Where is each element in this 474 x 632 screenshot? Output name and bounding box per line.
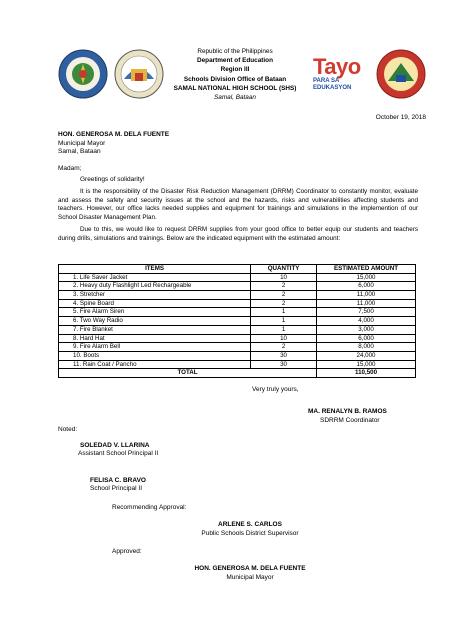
closing: Very truly yours, — [252, 386, 299, 393]
approver-name: HON. GENEROSA M. DELA FUENTE — [194, 565, 306, 572]
table-row — [59, 282, 416, 291]
table-row — [59, 360, 416, 369]
table-row — [59, 273, 416, 282]
table-row — [59, 299, 416, 308]
item-quantity: 1 — [251, 308, 317, 317]
item-amount: 8,000 — [317, 343, 416, 352]
noted2-title: School Principal II — [90, 485, 143, 492]
table-row — [59, 343, 416, 352]
recommending-label: Recommending Approval: — [112, 504, 187, 511]
total-amount: 110,500 — [317, 369, 416, 378]
noted1-name: SOLEDAD V. LLARINA — [80, 442, 150, 449]
table-total-row — [59, 369, 416, 378]
item-amount: 15,000 — [317, 360, 416, 369]
recipient-name: HON. GENEROSA M. DELA FUENTE — [58, 131, 170, 138]
letterhead-department: Department of Education — [197, 57, 273, 65]
body-paragraph-2: Due to this, we would like to request DRRM supplies from your good office to better equip our students and teachers during drills, simulations and trainings. Below are the indicated equipment with the estimated amount: — [58, 226, 418, 242]
approved-label: Approved: — [112, 548, 142, 555]
recipient-address — [58, 131, 169, 157]
item-name: 7. Fire Blanket — [59, 325, 251, 334]
recipient-title: Municipal Mayor — [58, 139, 106, 147]
header-quantity: QUANTITY — [251, 265, 317, 274]
item-amount: 24,000 — [317, 351, 416, 360]
item-name: 9. Fire Alarm Bell — [59, 343, 251, 352]
noted2-name: FELISA C. BRAVO — [90, 477, 146, 484]
letterhead-school-address: Samal, Bataan — [214, 94, 256, 102]
item-quantity: 10 — [251, 334, 317, 343]
item-quantity: 30 — [251, 351, 317, 360]
item-name: 10. Boots — [59, 351, 251, 360]
tayo-para-sa-edukasyon-logo — [313, 56, 373, 96]
letter-date: October 19, 2018 — [375, 114, 426, 121]
item-quantity: 1 — [251, 317, 317, 326]
noted1-title: Assistant School Principal II — [78, 450, 159, 457]
item-name: 1. Life Saver Jacket — [59, 273, 251, 282]
item-quantity: 2 — [251, 343, 317, 352]
noted-label: Noted: — [58, 426, 78, 433]
samal-nhs-school-logo — [376, 49, 426, 99]
item-quantity: 2 — [251, 291, 317, 300]
item-quantity: 1 — [251, 325, 317, 334]
salutation: Madam; — [58, 165, 82, 172]
item-quantity: 2 — [251, 299, 317, 308]
item-name: 5. Fire Alarm Siren — [59, 308, 251, 317]
item-amount: 15,000 — [317, 273, 416, 282]
header-items: ITEMS — [59, 265, 251, 274]
letterhead-division: Schools Division Office of Bataan — [183, 75, 287, 83]
item-quantity: 10 — [251, 273, 317, 282]
total-label: TOTAL — [59, 369, 317, 378]
item-amount: 11,000 — [317, 299, 416, 308]
greeting: Greetings of solidarity! — [80, 176, 145, 183]
table-row — [59, 308, 416, 317]
recommender-title: Public Schools District Supervisor — [201, 530, 299, 537]
header-estimated-amount: ESTIMATED AMOUNT — [317, 265, 416, 274]
table-row — [59, 291, 416, 300]
table-row — [59, 325, 416, 334]
recommender-name: ARLENE S. CARLOS — [218, 521, 282, 528]
item-name: 3. Stretcher — [59, 291, 251, 300]
letterhead-region: Region III — [220, 66, 250, 74]
item-amount: 4,000 — [317, 317, 416, 326]
sender-name: MA. RENALYN B. RAMOS — [308, 408, 387, 415]
item-amount: 3,000 — [317, 325, 416, 334]
item-amount: 6,000 — [317, 334, 416, 343]
item-name: 11. Rain Coat / Pancho — [59, 360, 251, 369]
deped-seal-logo — [58, 49, 108, 99]
item-amount: 7,500 — [317, 308, 416, 317]
item-quantity: 30 — [251, 360, 317, 369]
approver-title: Municipal Mayor — [226, 574, 274, 581]
equipment-table — [58, 264, 416, 378]
item-name: 4. Spine Board — [59, 299, 251, 308]
body-paragraph-1: It is the responsibility of the Disaster Risk Reduction Management (DRRM) Coordinator to constantly monitor, evaluate and assess the safety and security issues at the school and the hazards, risks and vulnerabilities affecting students and teachers. However, our office lacks needed supplies and equipment for trainings and simulations in the implemention of our School Disaster Management Plan. — [58, 188, 418, 221]
letterhead-school-name: SAMAL NATIONAL HIGH SCHOOL (SHS) — [173, 84, 297, 92]
letterhead-republic: Republic of the Philippines — [197, 48, 273, 55]
item-amount: 6,000 — [317, 282, 416, 291]
sender-title: SDRRM Coordinator — [320, 417, 380, 424]
item-name: 8. Hard Hat — [59, 334, 251, 343]
table-row — [59, 317, 416, 326]
item-name: 6. Two Way Radio — [59, 317, 251, 326]
item-quantity: 2 — [251, 282, 317, 291]
letterhead — [150, 47, 320, 102]
table-row — [59, 334, 416, 343]
item-amount: 11,000 — [317, 291, 416, 300]
recipient-place: Samal, Bataan — [58, 148, 101, 156]
table-header-row — [59, 265, 416, 274]
table-row — [59, 351, 416, 360]
item-name: 2. Heavy duty Flashlight Led Rechargeable — [59, 282, 251, 291]
tayo-logo-subtext: PARA SA EDUKASYON — [313, 78, 352, 91]
tayo-logo-text: Tayo — [313, 54, 361, 79]
